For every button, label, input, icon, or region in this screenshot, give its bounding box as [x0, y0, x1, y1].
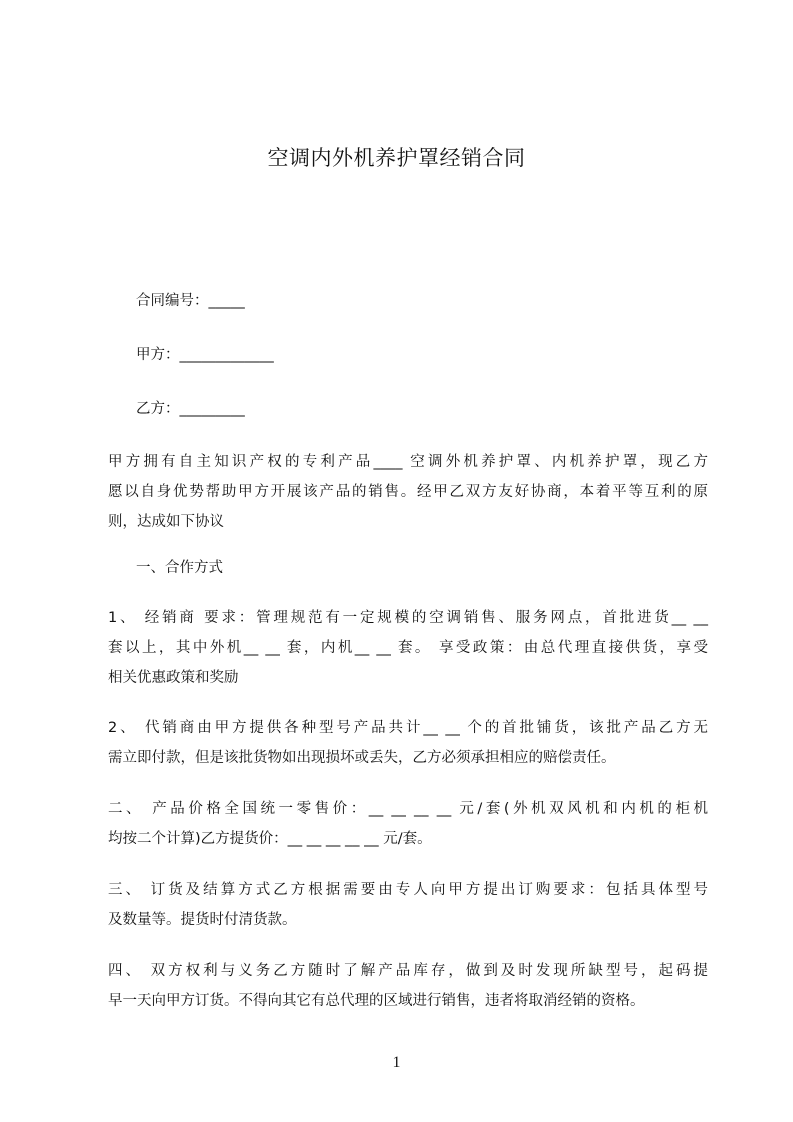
section-3-paragraph [108, 875, 708, 935]
item-1-line: 相关优惠政策和奖励 [108, 670, 239, 686]
section-3-line: 三、 订货及结算方式乙方根据需要由专人向甲方提出订购要求：包括具体型号 [108, 882, 708, 898]
section-2-line: 二、 产品价格全国统一零售价：__ __ __ __ 元/套(外机双风机和内机的柜机 [108, 801, 708, 817]
intro-line: 甲方拥有自主知识产权的专利产品____ 空调外机养护罩、内机养护罩，现乙方 [108, 454, 708, 470]
page-number: 1 [392, 1054, 401, 1071]
section-1-heading: 一、合作方式 [136, 560, 223, 576]
section-2-line: 均按二个计算)乙方提货价：__ __ __ __ __ 元/套。 [108, 831, 432, 847]
item-2-paragraph [108, 713, 708, 773]
party-a-field: 甲方：_____________ [136, 347, 274, 363]
party-b-field: 乙方：_________ [136, 401, 245, 417]
item-1-line: 1、 经销商 要求：管理规范有一定规模的空调销售、服务网点，首批进货__ __ [108, 610, 708, 626]
item-1-line: 套以上，其中外机__ __ 套，内机__ __ 套。 享受政策：由总代理直接供货，享受 [108, 640, 708, 656]
intro-line: 愿以自身优势帮助甲方开展该产品的销售。经甲乙双方友好协商，本着平等互利的原 [108, 484, 708, 500]
intro-line: 则，达成如下协议 [108, 514, 224, 530]
section-4-line: 早一天向甲方订货。不得向其它有总代理的区域进行销售，违者将取消经销的资格。 [108, 993, 645, 1009]
contract-number-field: 合同编号：_____ [136, 293, 245, 309]
intro-paragraph [108, 447, 708, 537]
section-3-line: 及数量等。提货时付清货款。 [108, 912, 297, 928]
section-4-paragraph [108, 956, 708, 1016]
section-4-line: 四、 双方权利与义务乙方随时了解产品库存，做到及时发现所缺型号，起码提 [108, 963, 708, 979]
item-1-paragraph [108, 603, 708, 693]
section-2-paragraph [108, 794, 708, 854]
item-2-line: 需立即付款，但是该批货物如出现损坏或丢失，乙方必须承担相应的赔偿责任。 [108, 750, 616, 766]
document-title: 空调内外机养护罩经销合同 [267, 146, 526, 170]
item-2-line: 2、 代销商由甲方提供各种型号产品共计__ __ 个的首批铺货，该批产品乙方无 [108, 720, 708, 736]
